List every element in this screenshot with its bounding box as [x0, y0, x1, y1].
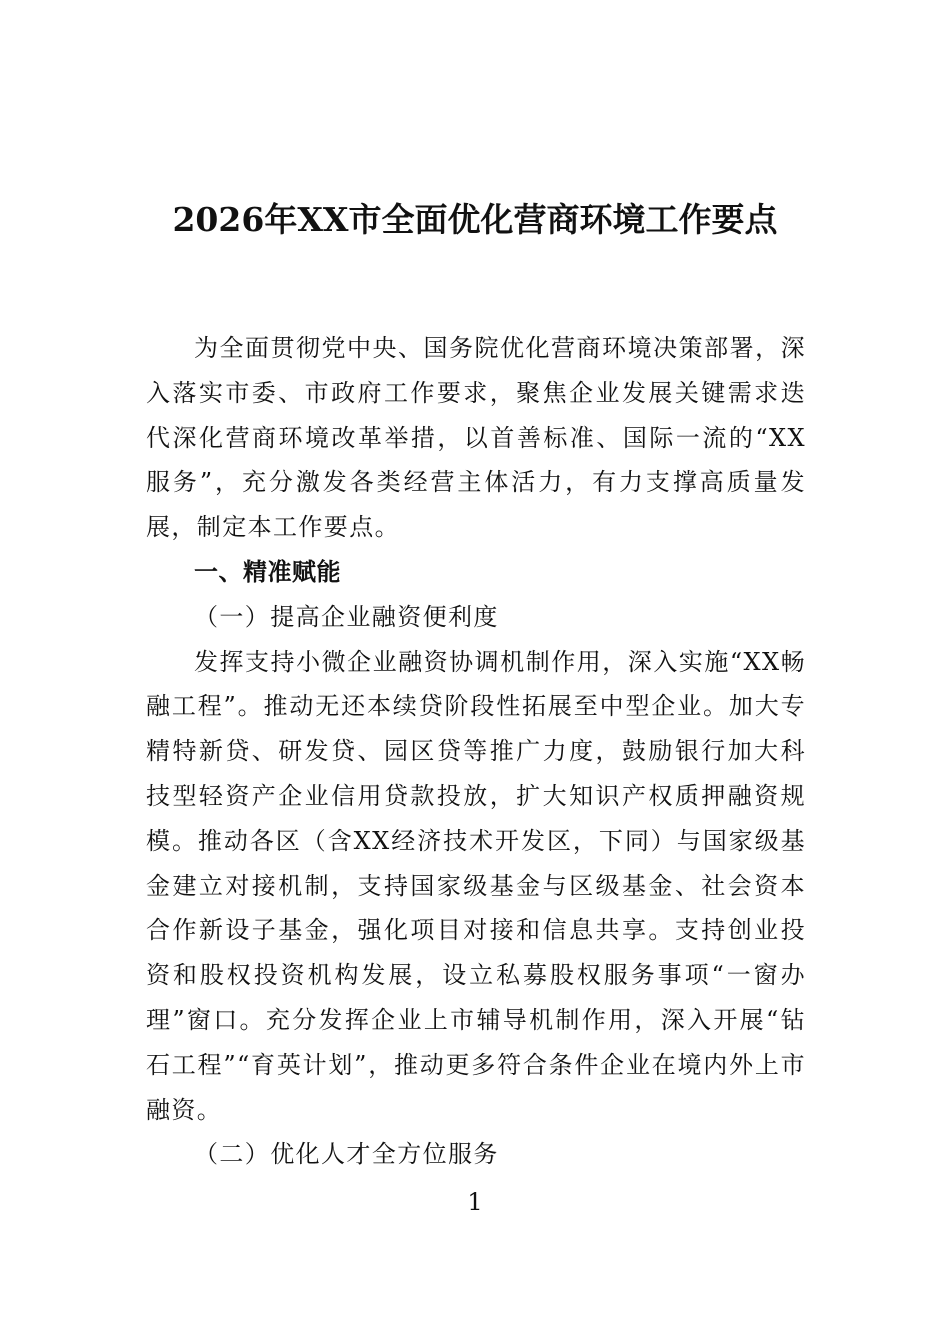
section-heading-1: 一、精准赋能	[194, 557, 341, 586]
page-number: 1	[467, 1188, 483, 1216]
intro-paragraph: 为全面贯彻党中央、国务院优化营商环境决策部署，深入落实市委、市政府工作要求，聚焦企业发展关键需求迭代深化营商环境改革举措，以首善标准、国际一流的“XX服务”，充分激发各类经营主体活力，有力支撑高质量发展，制定本工作要点。	[146, 334, 806, 542]
document-body	[146, 326, 806, 1177]
subsection-heading-1-1: （一）提高企业融资便利度	[194, 602, 499, 631]
subsection-paragraph-1-1: 发挥支持小微企业融资协调机制作用，深入实施“XX畅融工程”。推动无还本续贷阶段性拓展至中型企业。加大专精特新贷、研发贷、园区贷等推广力度，鼓励银行加大科技型轻资产企业信用贷款投放，扩大知识产权质押融资规模。推动各区（含XX经济技术开发区，下同）与国家级基金建立对接机制，支持国家级基金与区级基金、社会资本合作新设子基金，强化项目对接和信息共享。支持创业投资和股权投资机构发展，设立私募股权服务事项“一窗办理”窗口。充分发挥企业上市辅导机制作用，深入开展“钻石工程”“育英计划”，推动更多符合条件企业在境内外上市融资。	[146, 647, 806, 1124]
document-title: 2026年XX市全面优化营商环境工作要点	[172, 200, 778, 239]
subsection-heading-1-2: （二）优化人才全方位服务	[194, 1140, 499, 1169]
